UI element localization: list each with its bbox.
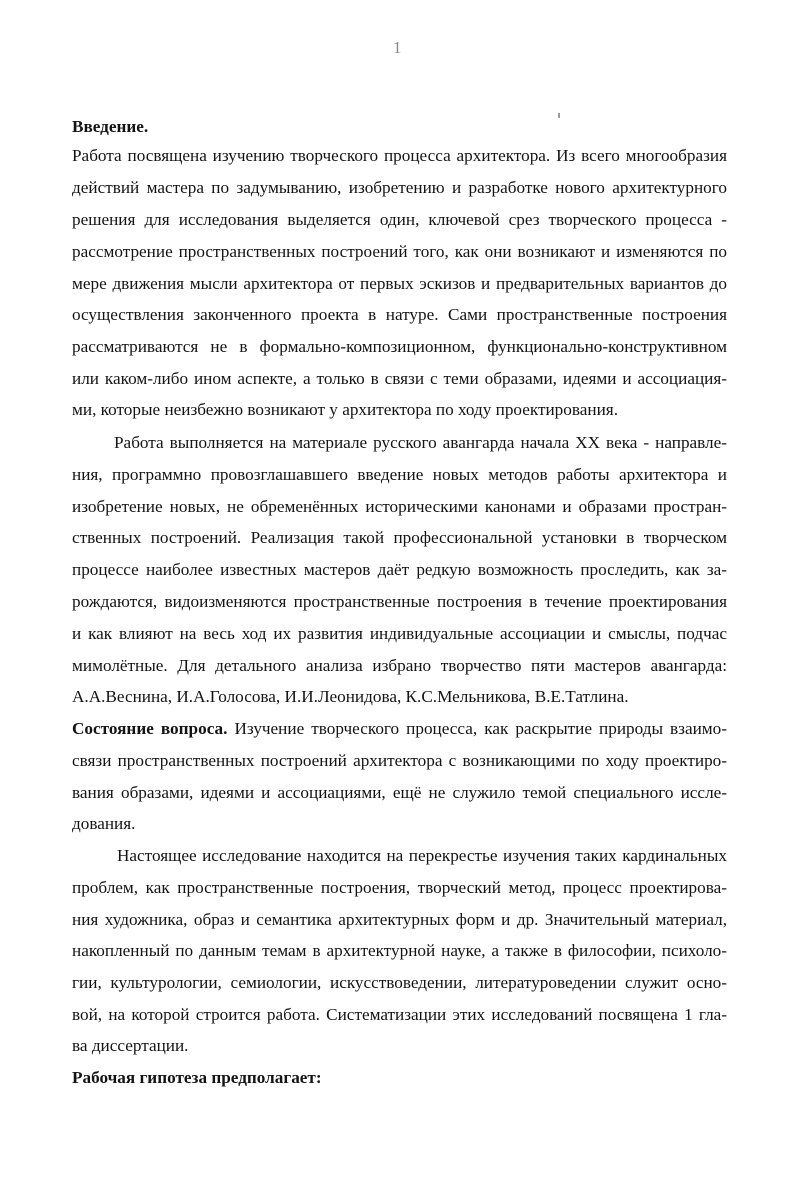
text-line: Работа посвящена изучению творческого процесса архитектора. Из всего многообразия	[72, 146, 727, 165]
section-heading: Введение.	[72, 117, 149, 136]
text-line: ва диссертации.	[72, 1036, 189, 1055]
text-line: вания образами, идеями и ассоциациями, ещё не служило темой специального иссле-	[72, 783, 727, 802]
text-line: осуществления законченного проекта в натуре. Сами пространственные построения	[72, 305, 727, 324]
text-line: действий мастера по задумыванию, изобретению и разработке нового архитектурного	[72, 178, 727, 197]
text-line: Работа выполняется на материале русского авангарда начала XX века - направле-	[114, 433, 727, 452]
scan-speck	[558, 113, 560, 118]
text-line: мимолётные. Для детального анализа избрано творчество пяти мастеров авангарда:	[72, 656, 727, 675]
text-line: гии, культурологии, семиологии, искусствоведении, литературоведении служит осно-	[72, 973, 727, 992]
text-line: Состояние вопроса. Изучение творческого процесса, как раскрытие природы взаимо-	[72, 719, 727, 738]
text-line: А.А.Веснина, И.А.Голосова, И.И.Леонидова, К.С.Мельникова, В.Е.Татлина.	[72, 687, 629, 706]
text-line: мере движения мысли архитектора от первых эскизов и предварительных вариантов до	[72, 274, 727, 293]
text-line: вой, на которой строится работа. Систематизации этих исследований посвящена 1 гла-	[72, 1005, 727, 1024]
text-line: дования.	[72, 814, 136, 833]
text-line: решения для исследования выделяется один, ключевой срез творческого процесса -	[72, 210, 727, 229]
text-line: рождаются, видоизменяются пространственные построения в течение проектирования	[72, 592, 727, 611]
text-line: и как влияют на весь ход их развития индивидуальные ассоциации и смыслы, подчас	[72, 624, 727, 643]
text-line: процессе наиболее известных мастеров даёт редкую возможность проследить, как за-	[72, 560, 727, 579]
text-line: проблем, как пространственные построения, творческий метод, процесс проектирова-	[72, 878, 727, 897]
section-heading: Состояние вопроса.	[72, 719, 228, 738]
text-line: или каком-либо ином аспекте, а только в связи с теми образами, идеями и ассоциация-	[72, 369, 727, 388]
text-line: ми, которые неизбежно возникают у архитектора по ходу проектирования.	[72, 400, 618, 419]
text-line: рассмотрение пространственных построений того, как они возникают и изменяются по	[72, 242, 727, 261]
text-line: ственных построений. Реализация такой профессиональной установки в творческом	[72, 528, 727, 547]
text-line: Настоящее исследование находится на перекрестье изучения таких кардинальных	[117, 846, 727, 865]
section-heading: Рабочая гипотеза предполагает:	[72, 1068, 322, 1087]
text-line: ния художника, образ и семантика архитектурных форм и др. Значительный материал,	[72, 910, 727, 929]
page-number: 1	[393, 38, 402, 57]
text-line: накопленный по данным темам в архитектурной науке, а также в философии, психоло-	[72, 941, 727, 960]
text-line: изобретение новых, не обременённых историческими канонами и образами простран-	[72, 497, 727, 516]
text-line: ния, программно провозглашавшего введение новых методов работы архитектора и	[72, 465, 727, 484]
text-line: рассматриваются не в формально-композиционном, функционально-конструктивном	[72, 337, 727, 356]
text-line: связи пространственных построений архитектора с возникающими по ходу проектиро-	[72, 751, 727, 770]
